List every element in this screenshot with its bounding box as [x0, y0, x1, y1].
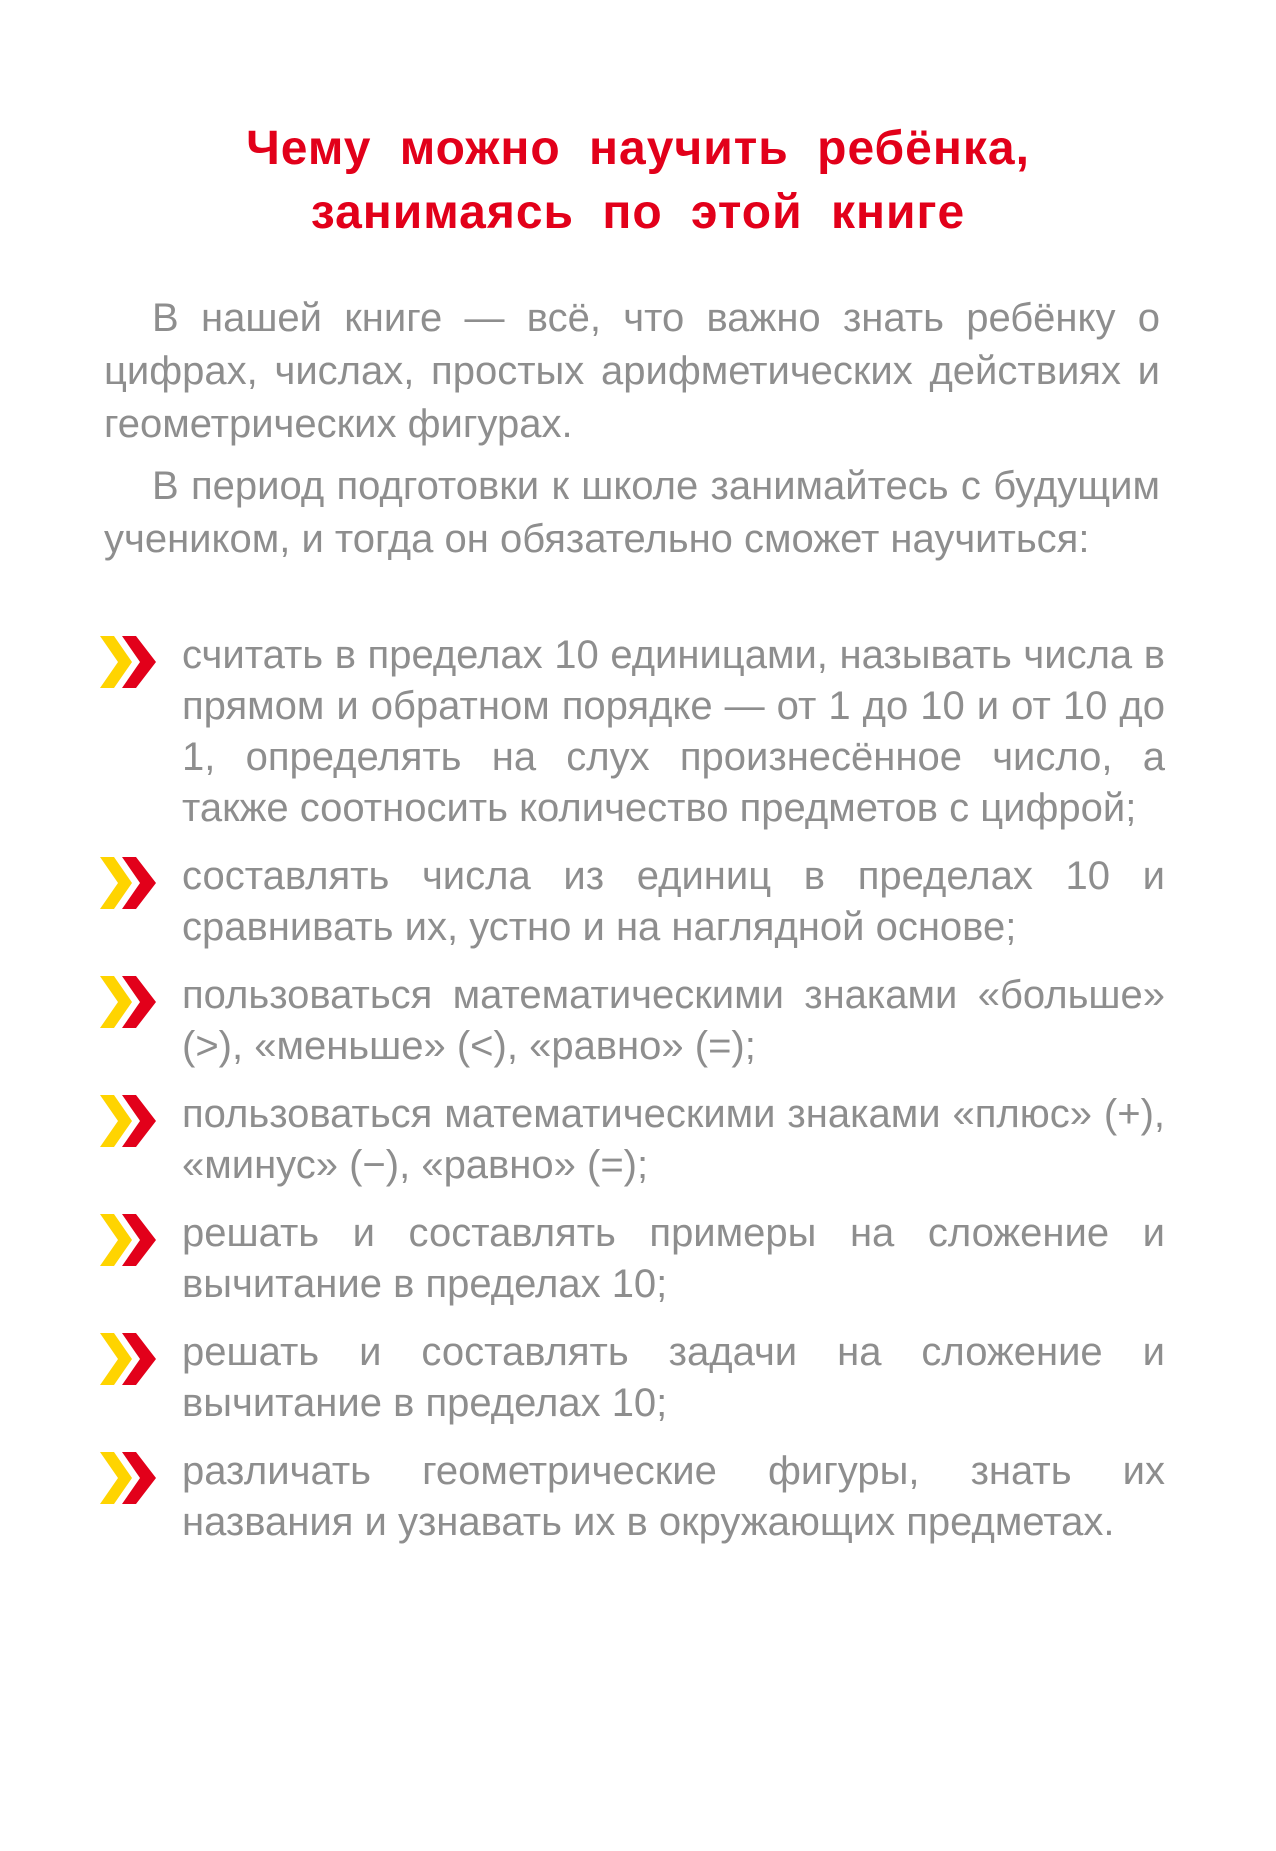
double-chevron-arrow-icon [100, 972, 158, 1032]
skill-text: пользоваться математическими знаками «плюс» (+), «минус» (−), «равно» (=); [182, 1092, 1165, 1187]
double-chevron-arrow-icon [100, 1448, 158, 1508]
skill-item [100, 1327, 1165, 1429]
double-chevron-arrow-icon [100, 853, 158, 913]
skill-text: считать в пределах 10 единицами, называть числа в прямом и обратном порядке — от 1 до 10 и от 10 до 1, определять на слух произнесённое число, а также соотносить количество предметов с цифрой; [182, 633, 1165, 830]
skill-item [100, 1446, 1165, 1548]
skills-list [100, 630, 1165, 1565]
intro-paragraph-2: В период подготовки к школе занимайтесь с будущим учеником, и тогда он обязательно сможет научиться: [104, 464, 1160, 561]
double-chevron-arrow-icon [100, 632, 158, 692]
page-title [120, 117, 1156, 245]
skill-text: пользоваться математическими знаками «больше» (>), «меньше» (<), «равно» (=); [182, 973, 1165, 1068]
skill-item [100, 970, 1165, 1072]
page-title-line-2: занимаясь по этой книге [310, 186, 966, 240]
skill-item [100, 851, 1165, 953]
skill-item [100, 630, 1165, 834]
skill-text: различать геометрические фигуры, знать их названия и узнавать их в окружающих предметах. [182, 1449, 1165, 1544]
skill-item [100, 1208, 1165, 1310]
double-chevron-arrow-icon [100, 1329, 158, 1389]
double-chevron-arrow-icon [100, 1210, 158, 1270]
skill-text: решать и составлять задачи на сложение и вычитание в пределах 10; [182, 1330, 1165, 1425]
skill-text: составлять числа из единиц в пределах 10 и сравнивать их, устно и на наглядной основе; [182, 854, 1165, 949]
skill-item [100, 1089, 1165, 1191]
double-chevron-arrow-icon [100, 1091, 158, 1151]
page-title-line-1: Чему можно научить ребёнка, [246, 122, 1030, 176]
intro-paragraph-1: В нашей книге — всё, что важно знать ребёнку о цифрах, числах, простых арифметических действиях и геометрических фигурах. [104, 296, 1160, 446]
skill-text: решать и составлять примеры на сложение и вычитание в пределах 10; [182, 1211, 1165, 1306]
